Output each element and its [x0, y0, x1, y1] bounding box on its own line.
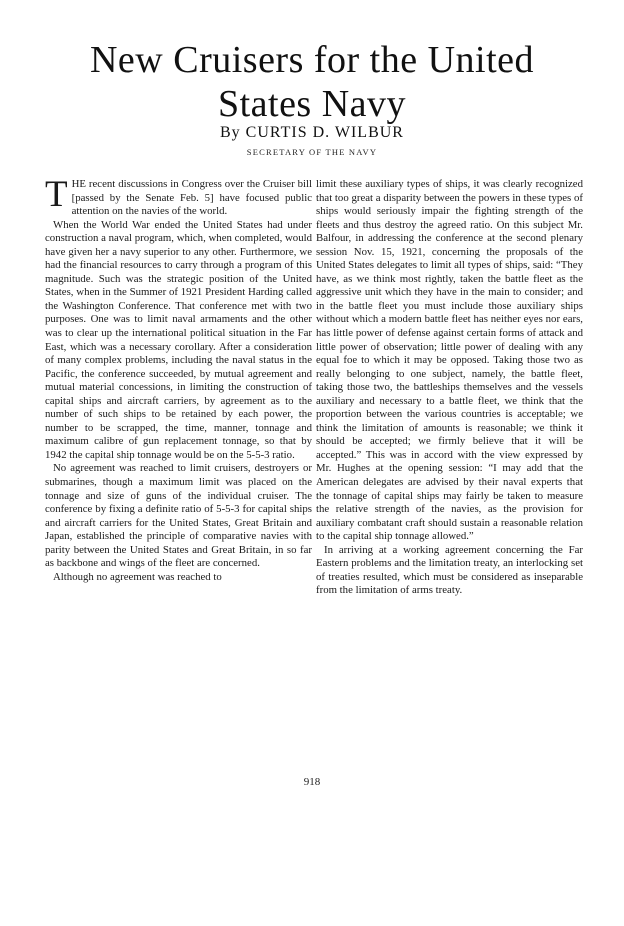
- title-line-1: New Cruisers for the United: [89, 39, 535, 81]
- title-line-2: States Navy: [217, 83, 407, 125]
- right-column: [316, 178, 583, 598]
- byline: By CURTIS D. WILBUR: [220, 124, 404, 141]
- article-title: [0, 38, 624, 126]
- drop-cap: T: [45, 174, 68, 215]
- page-number: 918: [303, 776, 321, 788]
- left-column: [45, 174, 312, 584]
- paragraph: limit these auxiliary types of ships, it was clearly recognized that too great a disparity between the powers in these types of ships would seriously impair the fighting strength of the fleets and thus destroy the agreed ratio. On this subject Mr. Balfour, in addressing the conference at the second plenary session Nov. 15, 1921, concerning the proposals of the United States delegates to limit all types of ships, said: “They have, as we think most rightly, taken the battle fleet as the aggressive unit which they have in the main to consider; and in the battle fleet you must include those auxiliary ships without which a modern battle fleet has neither eyes nor ears, has little power of defense against certain forms of attack and little power of observation; little power of dealing with any equal foe to which it may be opposed. Taking those two as really belonging to one subject, namely, the battle fleet, taking those two, the battleships themselves and the vessels auxiliary and necessary to a battle fleet, we think that the proportion between the various countries is acceptable; we think the limitation of amounts is reasonable; we think it should be accepted; we firmly believe that it will be accepted.” This was in accord with the view expressed by Mr. Hughes at the opening session: “I may add that the American delegates are advised by their naval experts that the tonnage of capital ships may fairly be taken to measure the relative strength of the navies, as the provision for auxiliary combatant craft should sustain a reasonable relation to the capital ship tonnage allowed.”: [316, 178, 583, 543]
- paragraph: THE recent discussions in Congress over the Cruiser bill [passed by the Senate Feb. 5] have focused public attention on the navies of the world.: [45, 174, 312, 218]
- author-role: SECRETARY OF THE NAVY: [246, 147, 378, 157]
- paragraph: No agreement was reached to limit cruisers, destroyers or submarines, though a maximum limit was placed on the tonnage and size of guns of the individual cruiser. The conference by fixing a definite ratio of 5-5-3 for capital ships and aircraft carriers for the United States, Great Britain and Japan, established the principle of comparative navies with parity between the United States and Great Britain, in so far as backbone and wings of the fleet are concerned.: [45, 462, 312, 570]
- paragraph: In arriving at a working agreement concerning the Far Eastern problems and the limitation treaty, an interlocking set of treaties resulted, which must be considered as inseparable from the limitation of arms treaty.: [316, 543, 583, 597]
- paragraph: Although no agreement was reached to: [53, 570, 222, 583]
- paragraph: When the World War ended the United States had under construction a naval program, which, when completed, would have given her a navy superior to any other. Furthermore, we had the financial resources to carry through a program of this magnitude. Such was the strategic position of the United States, when in the Summer of 1921 President Harding called the Washington Conference. That conference met with two purposes. One was to limit naval armaments and the other was to clear up the international political situation in the Far East, which was a necessary corollary. After a consideration of many complex problems, including the naval status in the Pacific, the conference succeeded, by mutual agreement and mutual material concessions, in limiting the construction of capital ships and aircraft carriers, by agreement as to the number of such ships to be retained by each power, the number to be scrapped, the time, manner, tonnage and maximum calibre of gun replacement tonnage, so that by 1942 the capital ship tonnage would be on the 5-5-3 ratio.: [45, 218, 312, 461]
